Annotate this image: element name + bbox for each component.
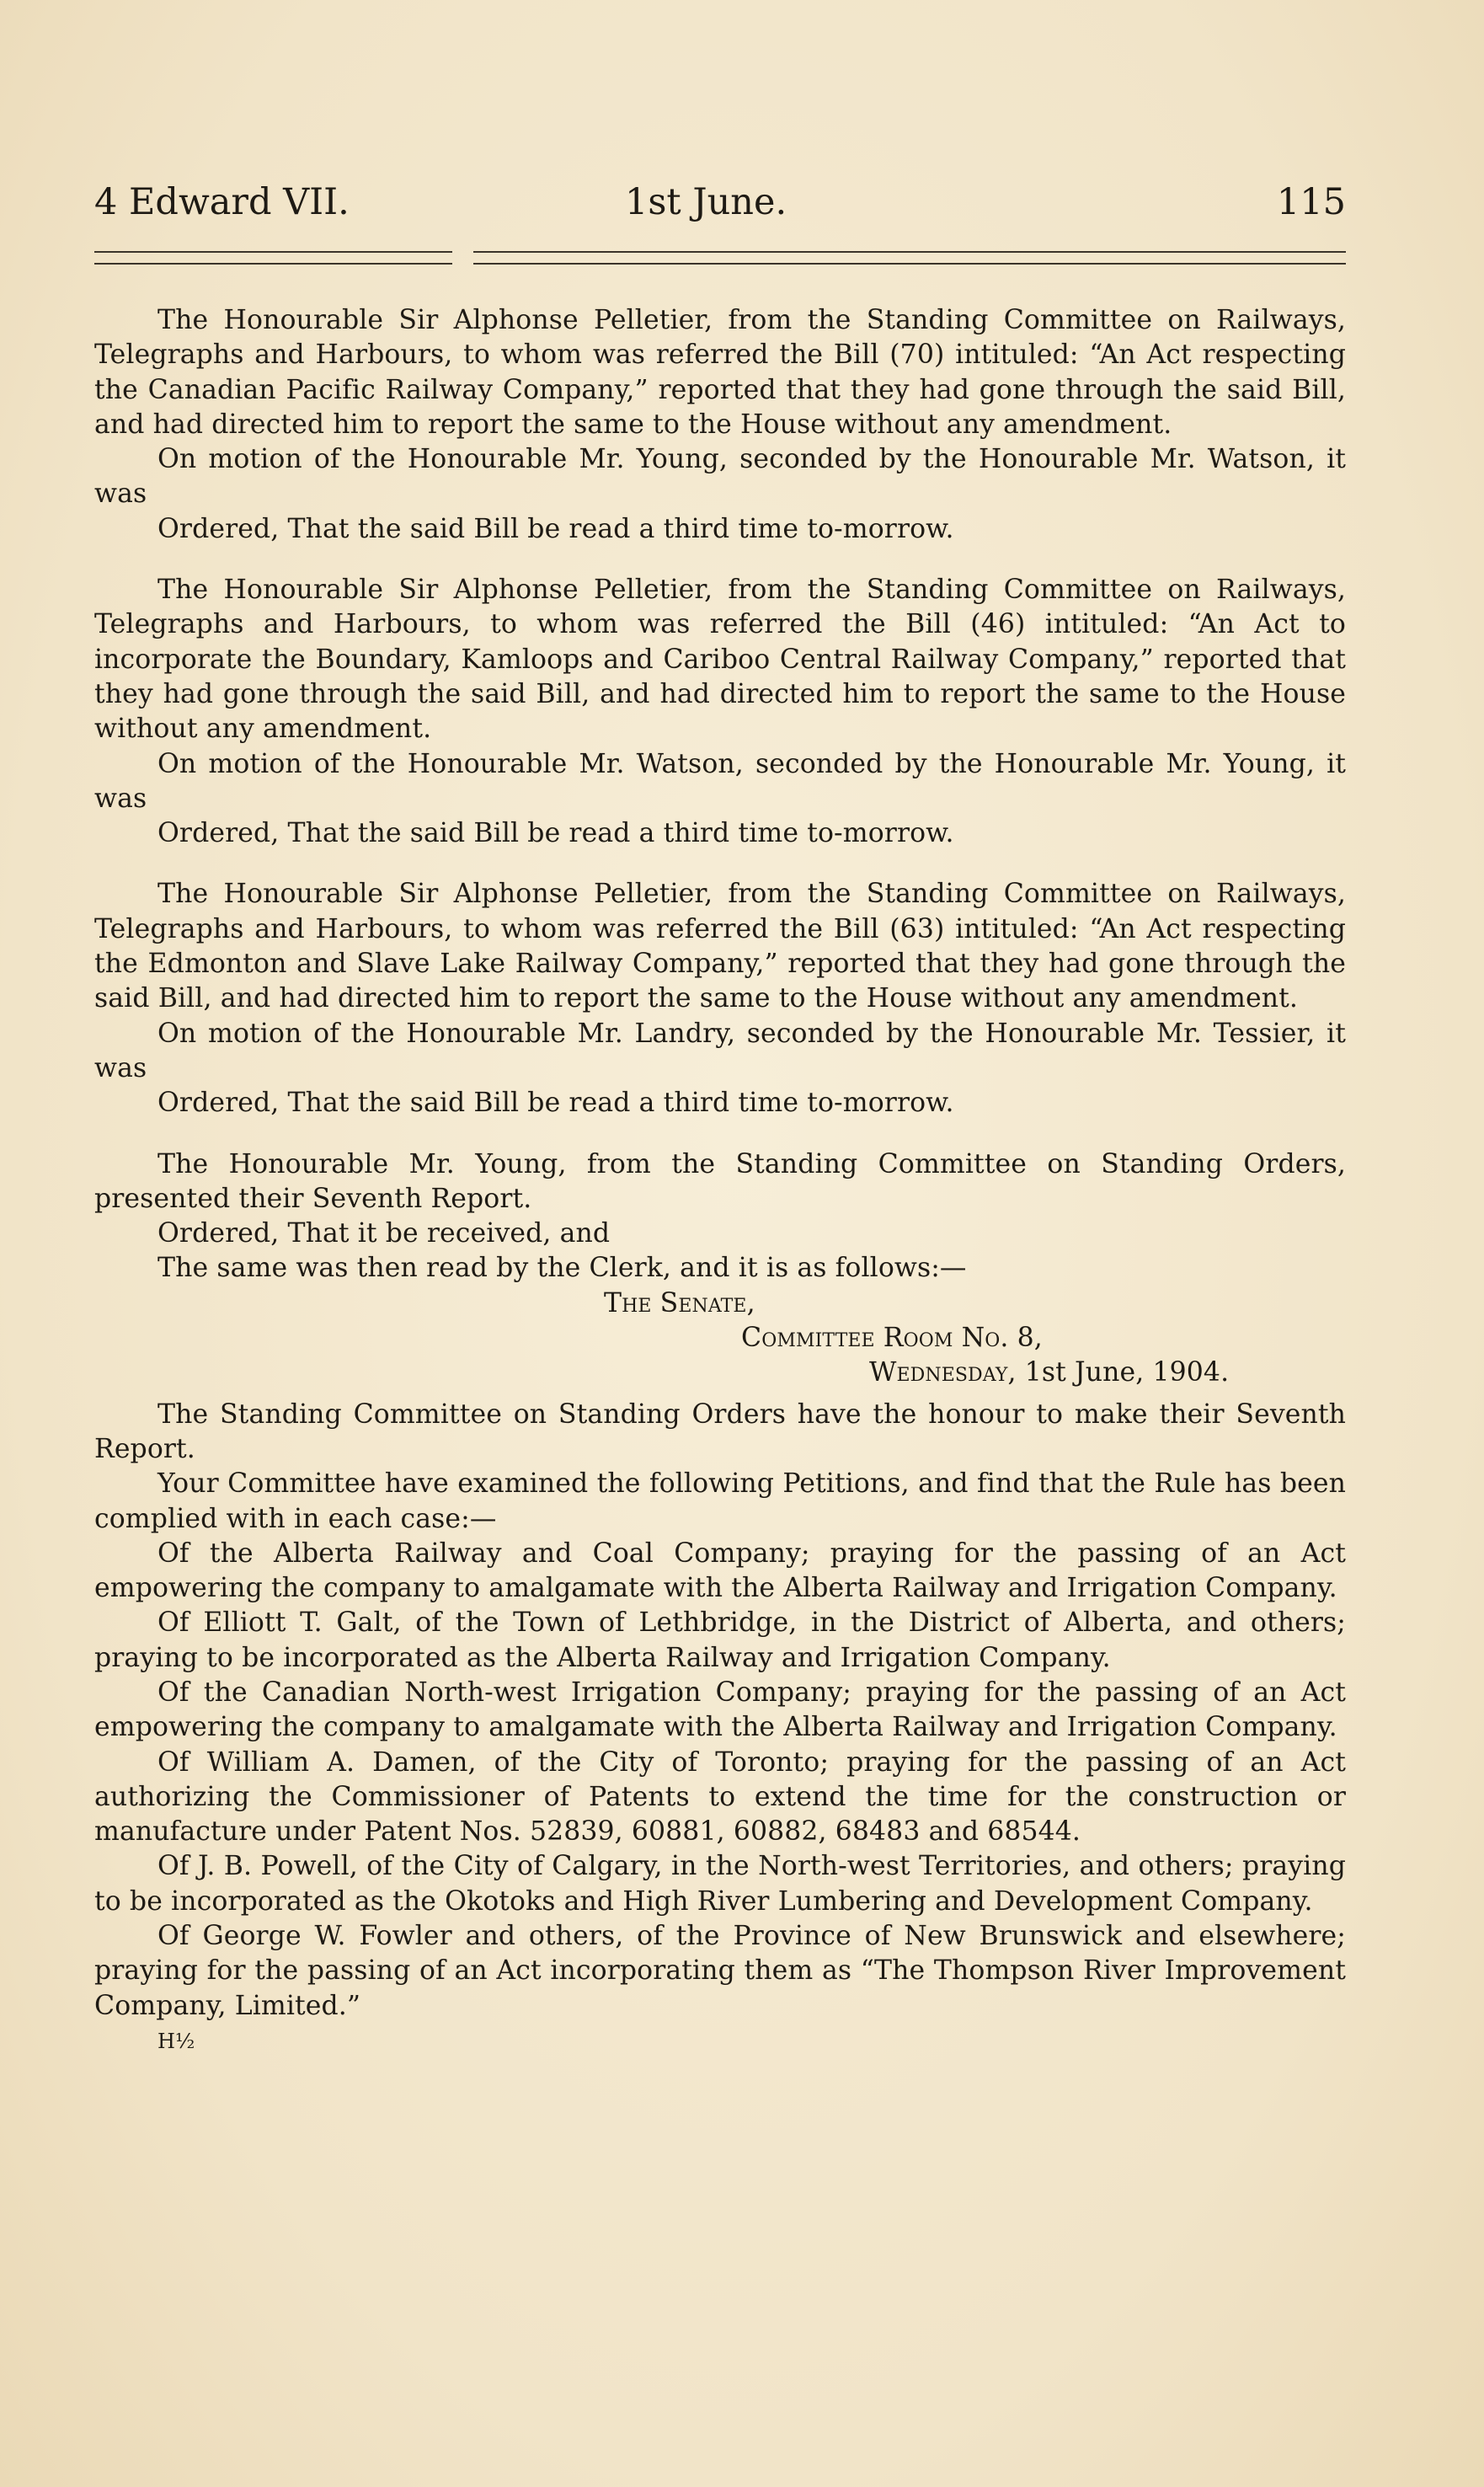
- petition-paragraph: Of Elliott T. Galt, of the Town of Lethbridge, in the District of Alberta, and others; praying to be incorporated as the Alberta Railway and Irrigation Company.: [94, 1607, 1346, 1673]
- committee-report-paragraph: The Honourable Sir Alphonse Pelletier, from the Standing Committee on Railways, Telegraphs and Harbours, to whom was referred the Bill (63) intituled: “An Act respecting the Edmonton and Slave Lake Railway Company,” reported that they had gone through the said Bill, and had directed him to report the same to the House without any amendment.: [94, 879, 1346, 1014]
- petition-paragraph: Of the Alberta Railway and Coal Company; praying for the passing of an Act empowering the company to amalgamate with the Alberta Railway and Irrigation Company.: [94, 1538, 1346, 1604]
- standing-orders-read: The same was then read by the Clerk, and it is as follows:—: [157, 1253, 967, 1284]
- petition-paragraph: Of George W. Fowler and others, of the Province of New Brunswick and elsewhere; praying for the passing of an Act incorporating them as “The Thompson River Improvement Company, Limited.”: [94, 1921, 1346, 2021]
- header-rule-right: [473, 251, 1346, 265]
- signature-senate: The Senate,: [604, 1287, 755, 1318]
- petition-paragraph: Of William A. Damen, of the City of Toronto; praying for the passing of an Act authorizing the Commissioner of Patents to extend the time for the construction or manufacture under Patent Nos. 52839, 60881, 60882, 68483 and 68544.: [94, 1746, 1346, 1848]
- committee-report-paragraph: The Honourable Sir Alphonse Pelletier, from the Standing Committee on Railways, Telegraphs and Harbours, to whom was referred the Bill (70) intituled: “An Act respecting the Canadian Pacific Railway Company,” reported that they had gone through the said Bill, and had directed him to report the same to the House without any amendment.: [94, 305, 1346, 440]
- running-header: [94, 177, 1346, 227]
- order-paragraph: Ordered, That the said Bill be read a third time to-morrow.: [157, 513, 954, 544]
- header-date: 1st June.: [625, 181, 787, 223]
- standing-orders-ordered: Ordered, That it be received, and: [157, 1218, 611, 1249]
- journal-body: [94, 303, 1346, 2054]
- order-paragraph: Ordered, That the said Bill be read a third time to-morrow.: [157, 1088, 954, 1119]
- report-paragraph: Your Committee have examined the following Petitions, and find that the Rule has been complied with in each case:—: [94, 1468, 1346, 1534]
- petition-paragraph: Of the Canadian North-west Irrigation Company; praying for the passing of an Act empowering the company to amalgamate with the Alberta Railway and Irrigation Company.: [94, 1677, 1346, 1743]
- signature-day: Wednesday,: [869, 1357, 1017, 1388]
- petition-paragraph: Of J. B. Powell, of the City of Calgary, in the North-west Territories, and others; praying to be incorporated as the Okotoks and High River Lumbering and Development Company.: [94, 1851, 1346, 1917]
- page: [94, 0, 1346, 2487]
- signature-mark: H½: [157, 2029, 195, 2053]
- header-rule-left: [94, 251, 452, 265]
- bill-46-report-block: [94, 573, 1346, 851]
- page-number: 115: [1276, 181, 1346, 223]
- bill-70-report-block: [94, 303, 1346, 547]
- bill-63-report-block: [94, 877, 1346, 1120]
- header-regnal-year: 4 Edward VII.: [94, 181, 350, 223]
- signature-committee-room: Committee Room No. 8,: [741, 1323, 1043, 1354]
- standing-orders-block: [94, 1147, 1346, 2054]
- committee-report-paragraph: The Honourable Sir Alphonse Pelletier, from the Standing Committee on Railways, Telegraphs and Harbours, to whom was referred the Bill (46) intituled: “An Act to incorporate the Boundary, Kamloops and Cariboo Central Railway Company,” reported that they had gone through the said Bill, and had directed him to report the same to the House without any amendment.: [94, 575, 1346, 745]
- standing-orders-intro: The Honourable Mr. Young, from the Standing Committee on Standing Orders, presented their Seventh Report.: [94, 1148, 1346, 1214]
- motion-paragraph: On motion of the Honourable Mr. Watson, seconded by the Honourable Mr. Young, it was: [94, 748, 1346, 814]
- motion-paragraph: On motion of the Honourable Mr. Young, seconded by the Honourable Mr. Watson, it was: [94, 444, 1346, 510]
- signature-date: 1st June, 1904.: [1024, 1357, 1230, 1388]
- signature-date-line: [94, 1356, 1346, 1390]
- report-paragraph: The Standing Committee on Standing Orders have the honour to make their Seventh Report.: [94, 1399, 1346, 1464]
- motion-paragraph: On motion of the Honourable Mr. Landry, seconded by the Honourable Mr. Tessier, it was: [94, 1018, 1346, 1083]
- order-paragraph: Ordered, That the said Bill be read a third time to-morrow.: [157, 818, 954, 849]
